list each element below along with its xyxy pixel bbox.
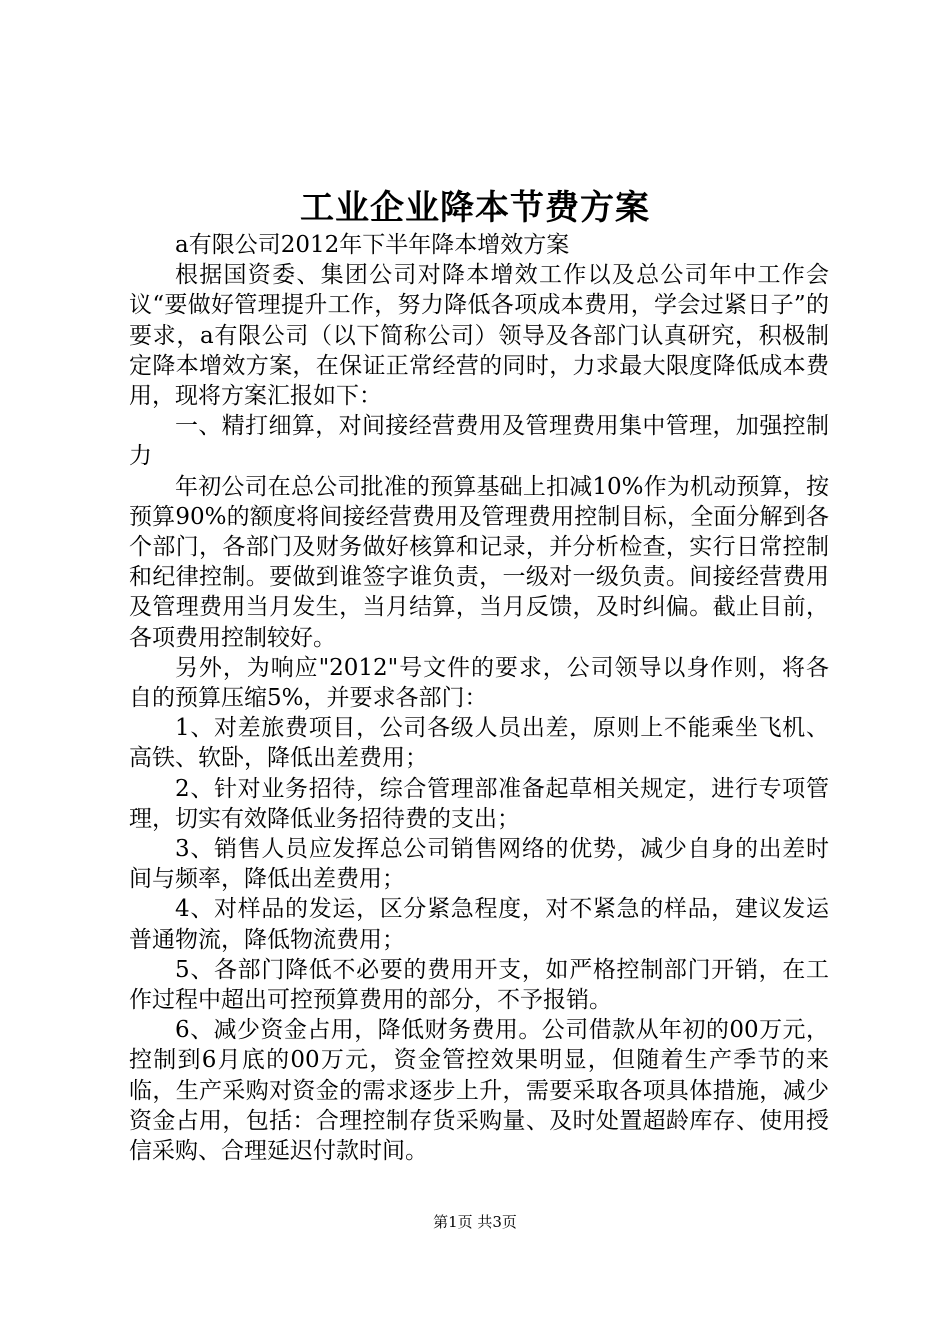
document-title: 工业企业降本节费方案 xyxy=(300,188,650,228)
paragraph-additional: 另外，为响应"2012"号文件的要求，公司领导以身作则，将各自的预算压缩5%，并要求各部门： xyxy=(129,654,829,712)
paragraph-item-4: 4、对样品的发运，区分紧急程度，对不紧急的样品，建议发运普通物流，降低物流费用； xyxy=(129,896,829,953)
paragraph-item-2: 2、针对业务招待，综合管理部准备起草相关规定，进行专项管理，切实有效降低业务招待费的支出； xyxy=(129,775,829,832)
page-footer: 第1页 共3页 xyxy=(433,1213,517,1231)
paragraph-item-3: 3、销售人员应发挥总公司销售网络的优势，减少自身的出差时间与频率，降低出差费用； xyxy=(129,836,829,893)
paragraph-section-heading: 一、精打细算，对间接经营费用及管理费用集中管理，加强控制力 xyxy=(129,413,829,470)
paragraph-item-5: 5、各部门降低不必要的费用开支，如严格控制部门开销，在工作过程中超出可控预算费用的部分，不予报销。 xyxy=(129,956,829,1014)
paragraph-subtitle: a有限公司2012年下半年降本增效方案 xyxy=(175,232,570,258)
document-body xyxy=(129,230,829,1166)
paragraph-budget: 年初公司在总公司批准的预算基础上扣减10%作为机动预算，按预算90%的额度将间接经营费用及管理费用控制目标，全面分解到各个部门，各部门及财务做好核算和记录，并分析检查，实行日常控制和纪律控制。要做到谁签字谁负责，一级对一级负责。间接经营费用及管理费用当月发生，当月结算，当月反馈，及时纠偏。截止目前，各项费用控制较好。 xyxy=(129,473,829,651)
paragraph-intro: 根据国资委、集团公司对降本增效工作以及总公司年中工作会议“要做好管理提升工作，努力降低各项成本费用，学会过紧日子”的要求，a有限公司（以下简称公司）领导及各部门认真研究，积极制定降本增效方案，在保证正常经营的同时，力求最大限度降低成本费用，现将方案汇报如下： xyxy=(129,262,829,410)
paragraph-item-6: 6、减少资金占用，降低财务费用。公司借款从年初的00万元，控制到6月底的00万元，资金管控效果明显，但随着生产季节的来临，生产采购对资金的需求逐步上升，需要采取各项具体措施，减少资金占用，包括：合理控制存货采购量、及时处置超龄库存、使用授信采购、合理延迟付款时间。 xyxy=(129,1017,829,1165)
paragraph-item-1: 1、对差旅费项目，公司各级人员出差，原则上不能乘坐飞机、高铁、软卧，降低出差费用； xyxy=(129,715,829,772)
